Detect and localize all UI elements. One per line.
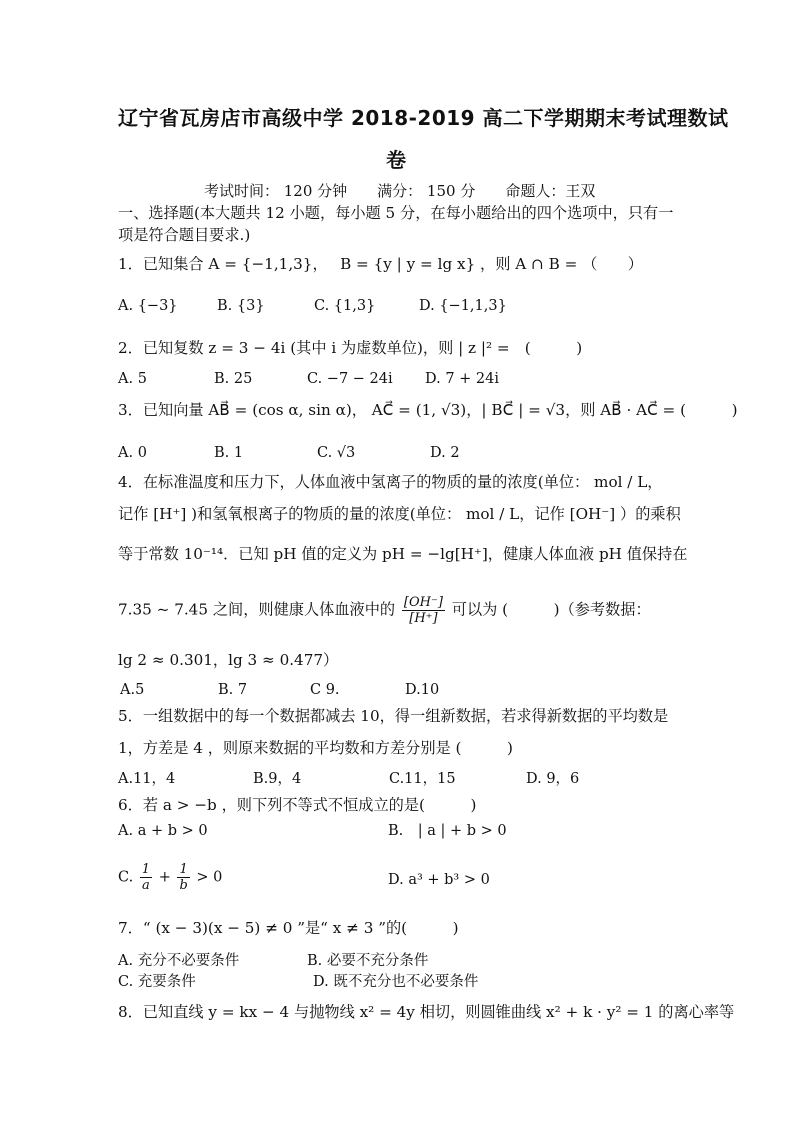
q4-option-a: A.5 [120,682,145,698]
q2-option-c: C. −7 − 24i [307,371,393,387]
question-4-line4 [118,595,651,626]
inequality-tail: > 0 [196,869,223,886]
question-1-stem: 1．已知集合 A = {−1,1,3}， B = {y | y = lg x} ，则 A ∩ B = （ ） [118,255,643,273]
q1-option-d: D. {−1,1,3} [419,298,507,314]
question-4-line1: 4．在标准温度和压力下，人体血液中氢离子的物质的量的浓度(单位： mol / L， [118,473,663,491]
one-over-b-fraction [177,862,189,893]
q6-option-b: B. | a | + b > 0 [388,823,507,839]
q5-option-b: B.9，4 [253,771,302,787]
question-7-stem: 7．“ (x − 3)(x − 5) ≠ 0 ”是“ x ≠ 3 ”的( ) [118,919,459,937]
section-heading-line1: 一、选择题(本大题共 12 小题，每小题 5 分，在每小题给出的四个选项中，只有一 [118,204,674,222]
q7-option-b: B. 必要不充分条件 [307,953,429,969]
question-2-stem: 2．已知复数 z = 3 − 4i (其中 i 为虚数单位)，则 | z |² = ( ) [118,339,583,357]
q1-option-a: A. {−3} [118,298,178,314]
q6-option-a: A. a + b > 0 [118,823,208,839]
q5-option-a: A.11，4 [118,771,176,787]
q2-option-b: B. 25 [214,371,253,387]
q7-option-a: A. 充分不必要条件 [118,953,240,969]
question-4-line4-tail: 可以为 ( )（参考数据： [451,600,651,619]
q5-option-c: C.11，15 [389,771,456,787]
q4-option-b: B. 7 [218,682,248,698]
q4-option-d: D.10 [405,682,440,698]
plus-sign: + [158,869,171,886]
one-over-a-fraction [140,862,152,893]
page-title-line1: 辽宁省瓦房店市高级中学 2018-2019 高二下学期期末考试理数试 [118,106,729,130]
question-4-reference-data: lg 2 ≈ 0.301，lg 3 ≈ 0.477） [118,651,339,669]
q3-option-b: B. 1 [214,445,244,461]
q6-option-c [118,862,222,893]
fraction-denominator: [H⁺] [409,611,438,626]
question-5-line2: 1，方差是 4 ，则原来数据的平均数和方差分别是 ( ) [118,739,513,757]
q1-option-c: C. {1,3} [314,298,376,314]
question-4-line4-text: 7.35 ~ 7.45 之间，则健康人体血液中的 [118,600,396,619]
section-heading-line2: 项是符合题目要求.) [118,226,251,244]
q7-option-d: D. 既不充分也不必要条件 [313,974,479,990]
q4-option-c: C 9. [310,682,340,698]
q7-option-c: C. 充要条件 [118,974,196,990]
question-4-line2: 记作 [H⁺] )和氢氧根离子的物质的量的浓度(单位： mol / L，记作 [OH⁻] ）的乘积 [118,505,681,523]
page-title-line2: 卷 [386,148,406,172]
q2-option-a: A. 5 [118,371,147,387]
question-3-stem: 3．已知向量 AB⃗ = (cos α, sin α)， AC⃗ = (1, √3)，| BC⃗ | = √3，则 AB⃗ · AC⃗ = ( ) [118,401,738,419]
q3-option-d: D. 2 [430,445,460,461]
exam-info: 考试时间： 120 分钟 满分： 150 分 命题人：王双 [204,182,596,200]
q3-option-c: C. √3 [317,445,356,461]
oh-h-fraction [402,595,445,626]
question-6-stem: 6．若 a > −b ，则下列不等式不恒成立的是( ) [118,796,477,814]
q2-option-d: D. 7 + 24i [425,371,500,387]
fraction-denominator: b [179,878,188,893]
q3-option-a: A. 0 [118,445,147,461]
fraction-numerator: 1 [141,862,151,877]
q6-option-d: D. a³ + b³ > 0 [388,872,490,888]
q1-option-b: B. {3} [217,298,265,314]
question-8-stem: 8．已知直线 y = kx − 4 与抛物线 x² = 4y 相切，则圆锥曲线 x² + k · y² = 1 的离心率等 [118,1003,735,1021]
fraction-denominator: a [142,878,150,893]
q5-option-d: D. 9，6 [526,771,580,787]
q6-option-c-label: C. [118,869,134,886]
question-4-line3: 等于常数 10⁻¹⁴．已知 pH 值的定义为 pH = −lg[H⁺]，健康人体血液 pH 值保持在 [118,545,688,563]
fraction-numerator: 1 [177,862,189,878]
question-5-line1: 5．一组数据中的每一个数据都减去 10，得一组新数据，若求得新数据的平均数是 [118,707,669,725]
fraction-numerator: [OH⁻] [403,595,443,610]
